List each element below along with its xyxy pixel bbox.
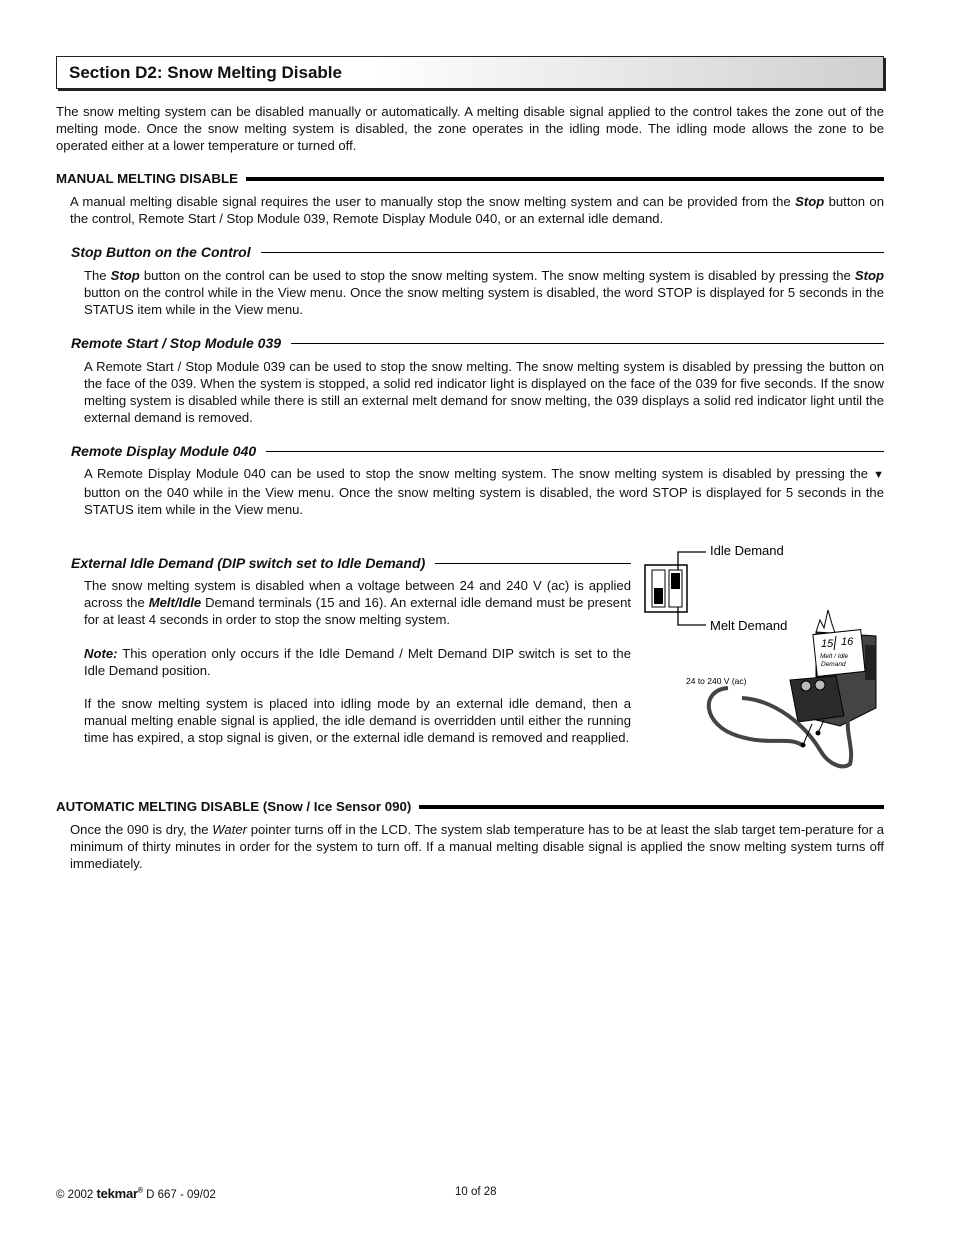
- module-040-heading-text: Remote Display Module 040: [71, 443, 257, 459]
- section-title: Section D2: Snow Melting Disable: [69, 63, 342, 82]
- dip-switch-diagram: [640, 540, 890, 775]
- module-040-paragraph: A Remote Display Module 040 can be used to stop the snow melting system. The snow melting system is disabled by pressing the ▼ button on the 040 while in the View menu. Once the snow melting system is disabled, the word STOP is displayed for 5 seconds in the STATUS item while in the View menu.: [84, 466, 884, 517]
- automatic-paragraph: Once the 090 is dry, the Water pointer turns off in the LCD. The system slab temperature has to be at least the slab target tem-perature for a minimum of thirty minutes in order for the system to turn off. If a manual melting disable signal is applied the snow melting system turns off immediately.: [70, 822, 884, 871]
- water-term: Water: [212, 822, 247, 837]
- manual-paragraph: A manual melting disable signal requires the user to manually stop the snow melting system and can be provided from the Stop button on the control, Remote Start / Stop Module 039, Remote Display Module 040, or an external idle demand.: [70, 194, 884, 226]
- stop-term: Stop: [110, 268, 140, 283]
- heading-rule: [419, 805, 884, 809]
- module-040-heading: [71, 443, 884, 459]
- module-039-paragraph: A Remote Start / Stop Module 039 can be used to stop the snow melting. The snow melting system is disabled by pressing the button on the face of the 039. When the system is stopped, a solid red indicator light is displayed on the face of the 039 for five seconds. If the snow melting system is disabled while there is still an external melt demand for snow melting, the 039 displays a solid red indicator light until the external demand is removed.: [84, 359, 884, 425]
- stop-button-heading-text: Stop Button on the Control: [71, 244, 251, 260]
- automatic-heading: [56, 799, 884, 814]
- heading-line: [266, 451, 884, 452]
- stop-term: Stop: [795, 194, 825, 209]
- note-label: Note:: [84, 646, 118, 661]
- external-paragraph-3: If the snow melting system is placed into idling mode by an external idle demand, then a manual melting enable signal is applied, the idle demand is overridden until either the running time has expired, a stop signal is given, or the external idle demand is removed and reapplied.: [84, 696, 631, 745]
- terminal-caption-2: Demand: [821, 661, 846, 668]
- section-header: [56, 56, 884, 89]
- melt-idle-term: Melt/Idle: [148, 595, 202, 610]
- external-heading-text: External Idle Demand (DIP switch set to Idle Demand): [71, 555, 426, 571]
- dip-switch-lever-icon: [654, 588, 663, 604]
- document-number: D 667 - 09/02: [146, 1189, 216, 1201]
- voltage-label: 24 to 240 V (ac): [686, 676, 747, 686]
- intro-paragraph: The snow melting system can be disabled manually or automatically. A melting disable signal applied to the control takes the zone out of the melting mode. Once the snow melting system is disabled, the zone operates in the idling mode. The idling mode allows the zone to be operated either at a lower temperature or turned off.: [56, 104, 884, 153]
- footer-left: [56, 1186, 216, 1201]
- automatic-heading-text: AUTOMATIC MELTING DISABLE (Snow / Ice Sensor 090): [56, 799, 412, 814]
- copyright: © 2002: [56, 1189, 94, 1201]
- terminal-15-label: 15: [821, 638, 834, 650]
- heading-line: [435, 563, 631, 564]
- terminal-caption-1: Melt / Idle: [820, 653, 849, 660]
- module-039-heading: [71, 335, 884, 351]
- external-heading: [71, 555, 631, 571]
- external-paragraph-1: The snow melting system is disabled when a voltage between 24 and 240 V (ac) is applied across the Melt/Idle Demand terminals (15 and 16). An external idle demand must be present for at least 4 seconds in order to stop the snow melting system.: [84, 578, 631, 627]
- idle-demand-label: Idle Demand: [710, 543, 784, 558]
- heading-rule: [246, 177, 884, 181]
- external-note: Note: This operation only occurs if the Idle Demand / Melt Demand DIP switch is set to the Idle Demand position.: [84, 646, 631, 678]
- module-039-heading-text: Remote Start / Stop Module 039: [71, 335, 282, 351]
- manual-heading-text: MANUAL MELTING DISABLE: [56, 171, 238, 186]
- tekmar-logo: tekmar®: [96, 1186, 143, 1201]
- melt-demand-label: Melt Demand: [710, 618, 788, 633]
- screw-terminal-icon: [801, 681, 811, 691]
- down-arrow-icon: ▼: [873, 469, 884, 481]
- screw-terminal-icon: [815, 680, 825, 690]
- stop-button-heading: [71, 244, 884, 260]
- heading-line: [291, 343, 884, 344]
- terminal-16-label: 16: [841, 636, 854, 648]
- dip-switch-lever-icon: [671, 573, 680, 589]
- manual-heading: [56, 171, 884, 186]
- heading-line: [261, 252, 884, 253]
- page-number: 10 of 28: [455, 1186, 497, 1198]
- stop-term: Stop: [854, 268, 884, 283]
- stop-button-paragraph: The Stop button on the control can be used to stop the snow melting system. The snow melting system is disabled by pressing the Stop button on the control while in the View menu. Once the snow melting system is disabled, the word STOP is displayed for 5 seconds in the STATUS item while in the View menu.: [84, 268, 884, 317]
